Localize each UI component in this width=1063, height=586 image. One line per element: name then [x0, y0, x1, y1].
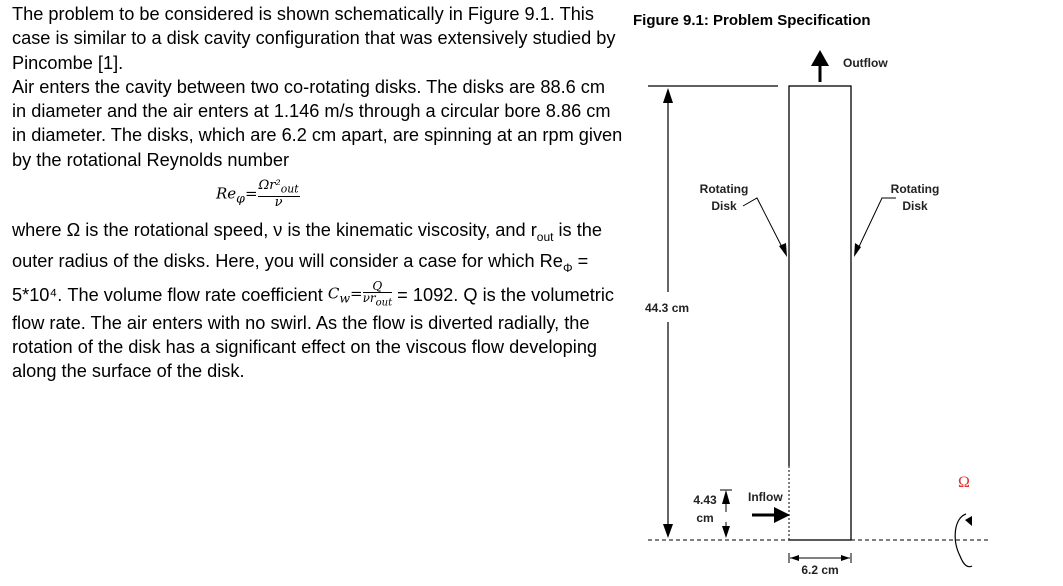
- dimension-arrow-up: [663, 88, 673, 103]
- omega-symbol: Ω: [958, 474, 970, 491]
- outflow-arrow: [811, 50, 829, 66]
- leader-left: [743, 198, 785, 253]
- figure-title: Figure 9.1: Problem Specification: [633, 12, 871, 29]
- rotating-disk-right-line1: Rotating: [890, 182, 940, 196]
- gap-label: 6.2 cm: [801, 563, 839, 577]
- rotating-disk-right-line2: Disk: [902, 199, 928, 213]
- paragraph-definitions: where Ω is the rotational speed, ν is the kinematic viscosity, and $r_{out}$ is the outer radius of the disks. Here, you will consider a case for which $Re_\Phi = 5*10^4$. The volume flow rate coefficient $C_w=$ $\frac{Q}{\nu r_{out}}$ = 1092. Q is the volumetric flow rate. The air enters with no swirl. As the flow is diverted radially, the rotation of the disk has a significant effect on the viscous flow developing along the surface of the disk.: [12, 220, 615, 382]
- paragraph-intro: The problem to be considered is shown schematically in Figure 9.1. This case is similar to a disk cavity configuration that was extensively studied by Pincombe [1].: [12, 4, 616, 73]
- reynolds-formula: $Re_\varphi=$ $\frac{\Omega r^2_{out}}{\nu}$: [216, 178, 299, 210]
- inflow-arrow: [774, 507, 790, 523]
- rotating-disk-left-line2: Disk: [711, 199, 737, 213]
- leader-right: [856, 198, 896, 253]
- height-label: 44.3 cm: [645, 301, 690, 315]
- paragraph-setup: Air enters the cavity between two co-rotating disks. The disks are 88.6 cm in diameter and the air enters at 1.146 m/s through a circular bore 8.86 cm in diameter. The disks, which are 6.2 cm apart, are spinning at an rpm given by the rotational Reynolds number: [12, 76, 623, 170]
- outflow-label: Outflow: [843, 56, 888, 70]
- dimension-arrow-down: [663, 524, 673, 538]
- flow-coefficient-formula: $C_w=$ $\frac{Q}{\nu r_{out}}$: [327, 278, 393, 309]
- bore-label-line2: cm: [696, 511, 714, 525]
- cavity-outline: [789, 86, 851, 540]
- bore-arrow-down: [722, 526, 730, 538]
- inflow-label: Inflow: [748, 490, 783, 504]
- rotating-disk-left-line1: Rotating: [699, 182, 749, 196]
- bore-arrow-up: [722, 490, 730, 504]
- bore-label-line1: 4.43: [693, 493, 717, 507]
